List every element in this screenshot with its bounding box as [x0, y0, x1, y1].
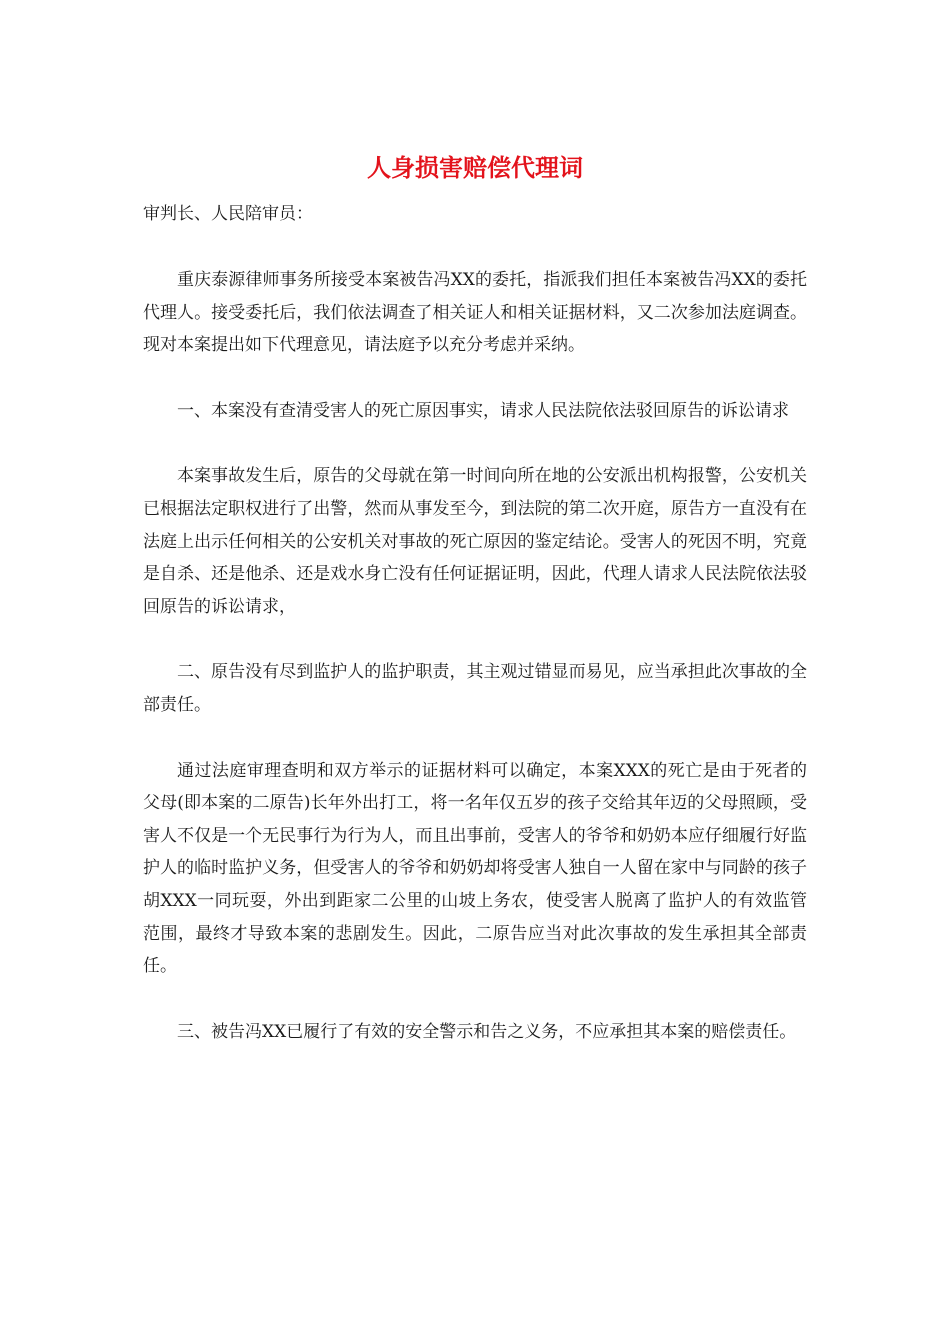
paragraph-spacer	[143, 722, 807, 755]
paragraph-intro: 重庆泰源律师事务所接受本案被告冯XX的委托，指派我们担任本案被告冯XX的委托代理人。接受委托后，我们依法调查了相关证人和相关证据材料，又二次参加法庭调查。现对本案提出如下代理意见，请法庭予以充分考虑并采纳。	[143, 270, 807, 356]
paragraph-spacer	[143, 983, 807, 1016]
heading-point-one: 一、本案没有查清受害人的死亡原因事实，请求人民法院依法驳回原告的诉讼请求	[177, 400, 789, 421]
paragraph-spacer	[143, 427, 807, 460]
paragraph-spacer	[143, 362, 807, 395]
paragraph-point-two-body: 通过法庭审理查明和双方举示的证据材料可以确定，本案XXX的死亡是由于死者的父母(即本案的二原告)长年外出打工，将一名年仅五岁的孩子交给其年迈的父母照顾，受害人不仅是一个无民事行为行为人，而且出事前，受害人的爷爷和奶奶本应仔细履行好监护人的临时监护义务，但受害人的爷爷和奶奶却将受害人独自一人留在家中与同龄的孩子胡XXX一同玩耍，外出到距家二公里的山坡上务农，使受害人脱离了监护人的有效监管范围，最终才导致本案的悲剧发生。因此，二原告应当对此次事故的发生承担其全部责任。	[143, 760, 807, 977]
paragraph-spacer	[143, 230, 807, 264]
heading-point-two: 二、原告没有尽到监护人的监护职责，其主观过错显而易见，应当承担此次事故的全部责任。	[143, 662, 807, 715]
paragraph-spacer	[143, 623, 807, 656]
salutation: 审判长、人民陪审员：	[143, 204, 313, 224]
document-title: 人身损害赔偿代理词	[367, 153, 583, 182]
document-body	[143, 148, 807, 1048]
heading-point-three: 三、被告冯XX已履行了有效的安全警示和告之义务，不应承担其本案的赔偿责任。	[177, 1021, 797, 1042]
paragraph-point-one-body: 本案事故发生后，原告的父母就在第一时间向所在地的公安派出机构报警，公安机关已根据法定职权进行了出警，然而从事发至今，到法院的第二次开庭，原告方一直没有在法庭上出示任何相关的公安机关对事故的死亡原因的鉴定结论。受害人的死因不明，究竟是自杀、还是他杀、还是戏水身亡没有任何证据证明，因此，代理人请求人民法院依法驳回原告的诉讼请求，	[143, 466, 807, 617]
